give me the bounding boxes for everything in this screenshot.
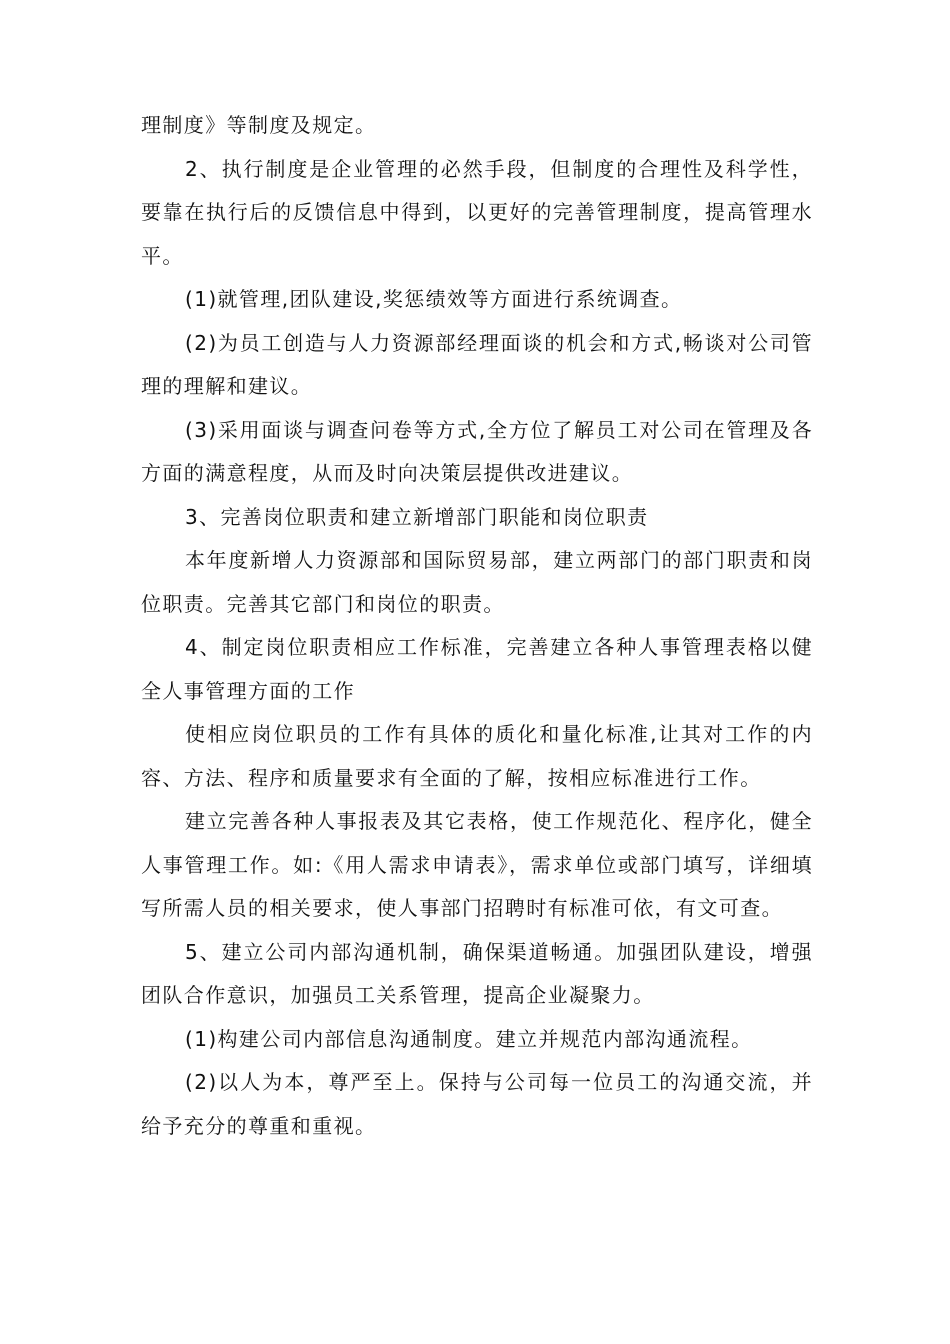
- document-body: [141, 104, 813, 1148]
- paragraph-item-3-heading: 3、完善岗位职责和建立新增部门职能和岗位职责: [185, 504, 649, 529]
- paragraph-item-4-heading: 4、制定岗位职责相应工作标准，完善建立各种人事管理表格以健全人事管理方面的工作: [141, 635, 813, 703]
- paragraph-item-4-body-1: 使相应岗位职员的工作有具体的质化和量化标准,让其对工作的内容、方法、程序和质量要求有全面的了解，按相应标准进行工作。: [141, 722, 813, 790]
- paragraph-item-2-3: (3)采用面谈与调查问卷等方式,全方位了解员工对公司在管理及各方面的满意程度，从而及时向决策层提供改进建议。: [141, 417, 813, 485]
- paragraph-item-2-2: (2)为员工创造与人力资源部经理面谈的机会和方式,畅谈对公司管理的理解和建议。: [141, 330, 813, 398]
- paragraph-item-2: 2、执行制度是企业管理的必然手段，但制度的合理性及科学性，要靠在执行后的反馈信息中得到，以更好的完善管理制度，提高管理水平。: [141, 156, 813, 268]
- paragraph-item-3-body: 本年度新增人力资源部和国际贸易部，建立两部门的部门职责和岗位职责。完善其它部门和岗位的职责。: [141, 548, 813, 616]
- paragraph-item-5-1: (1)构建公司内部信息沟通制度。建立并规范内部沟通流程。: [185, 1026, 753, 1051]
- paragraph-item-4-body-2: 建立完善各种人事报表及其它表格，使工作规范化、程序化，健全人事管理工作。如:《用人需求申请表》，需求单位或部门填写，详细填写所需人员的相关要求，使人事部门招聘时有标准可依，有文可查。: [141, 809, 813, 920]
- paragraph-continuation: 理制度》等制度及规定。: [141, 113, 377, 137]
- paragraph-item-2-1: (1)就管理,团队建设,奖惩绩效等方面进行系统调查。: [185, 287, 683, 311]
- paragraph-item-5-2: (2)以人为本，尊严至上。保持与公司每一位员工的沟通交流，并给予充分的尊重和重视。: [141, 1070, 813, 1138]
- paragraph-item-5-heading: 5、建立公司内部沟通机制，确保渠道畅通。加强团队建设，增强团队合作意识，加强员工关系管理，提高企业凝聚力。: [141, 939, 813, 1007]
